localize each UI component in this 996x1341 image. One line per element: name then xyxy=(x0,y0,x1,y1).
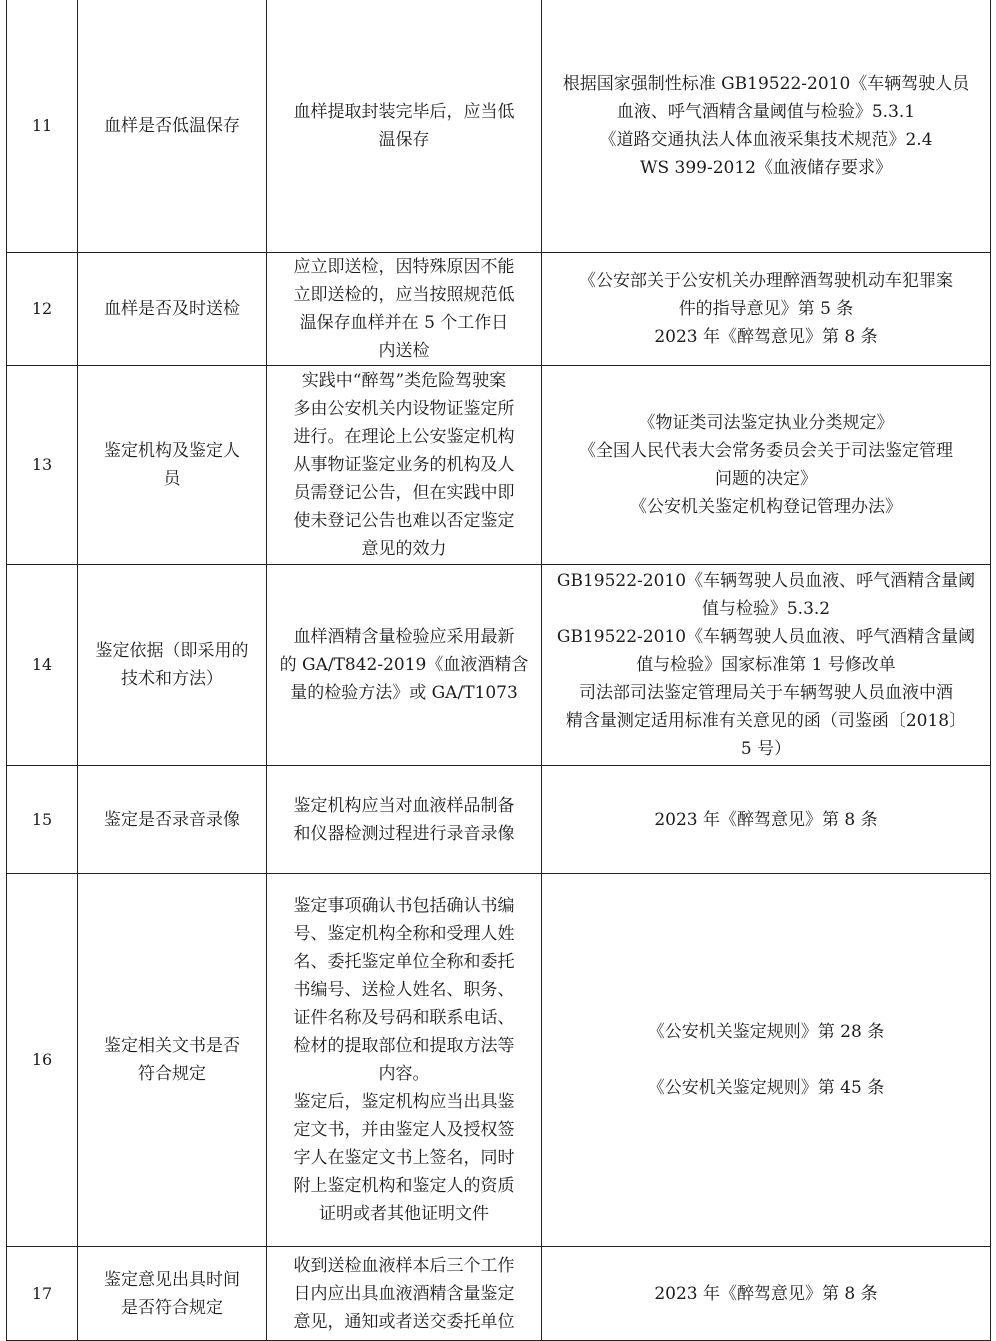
requirement-line: 内送检 xyxy=(378,341,430,361)
legal-basis xyxy=(542,253,991,366)
check-item xyxy=(78,366,267,565)
legal-basis-line: 《全国人民代表大会常务委员会关于司法鉴定管理 xyxy=(579,441,953,461)
legal-basis-line: 件的指导意见》第 5 条 xyxy=(678,299,854,319)
legal-basis-line: 精含量测定适用标准有关意见的函（司鉴函〔2018〕 xyxy=(565,711,967,731)
legal-basis-line: 根据国家强制性标准 GB19522-2010《车辆驾驶人员 xyxy=(562,74,970,94)
legal-basis xyxy=(542,874,991,1247)
legal-basis-line: 2023 年《醉驾意见》第 8 条 xyxy=(654,327,878,347)
table-row xyxy=(7,565,991,766)
legal-basis-line: 2023 年《醉驾意见》第 8 条 xyxy=(654,809,878,830)
requirement-line: 实践中“醉驾”类危险驾驶案 xyxy=(301,371,507,391)
legal-basis-line: 司法部司法鉴定管理局关于车辆驾驶人员血液中酒 xyxy=(579,683,953,703)
requirement-line: 量的检验方法》或 GA/T1073 xyxy=(290,683,518,703)
requirement-line: 证明或者其他证明文件 xyxy=(319,1204,489,1224)
legal-basis xyxy=(542,1247,991,1341)
row-number: 12 xyxy=(7,253,78,366)
requirement-line: 鉴定事项确认书包括确认书编 xyxy=(293,896,515,916)
legal-basis-line: 值与检验》国家标准第 1 号修改单 xyxy=(636,655,896,675)
requirement-line: 意见的效力 xyxy=(361,539,447,559)
legal-basis-line: 《公安机关鉴定规则》第 28 条 xyxy=(647,1022,885,1042)
legal-basis-line: 《公安机关鉴定规则》第 45 条 xyxy=(647,1078,885,1098)
requirement-line: 书编号、送检人姓名、职务、 xyxy=(293,980,515,1000)
requirement-line: 意见，通知或者送交委托单位 xyxy=(293,1311,515,1332)
requirement-line: 应立即送检，因特殊原因不能 xyxy=(293,257,515,277)
requirement-line: 附上鉴定机构和鉴定人的资质 xyxy=(293,1176,515,1196)
requirement-line: 日内应出具血液酒精含量鉴定 xyxy=(293,1283,515,1304)
requirement-line: 血样酒精含量检验应采用最新 xyxy=(293,627,515,647)
check-item xyxy=(78,766,267,874)
table-row xyxy=(7,874,991,1247)
requirement-line: 和仪器检测过程进行录音录像 xyxy=(293,823,515,844)
legal-basis-line: 《公安部关于公安机关办理醉酒驾驶机动车犯罪案 xyxy=(579,271,953,291)
legal-basis-line: 血液、呼气酒精含量阈值与检验》5.3.1 xyxy=(616,102,916,122)
check-item xyxy=(78,253,267,366)
table-row xyxy=(7,366,991,565)
check-item-line: 鉴定相关文书是否 xyxy=(104,1036,240,1056)
legal-basis-line xyxy=(550,1046,982,1074)
requirement-line: 号、鉴定机构全称和受理人姓 xyxy=(293,924,515,944)
legal-basis-line: 《道路交通执法人体血液采集技术规范》2.4 xyxy=(599,130,933,150)
check-item-line: 鉴定意见出具时间 xyxy=(104,1269,240,1290)
legal-basis-line: 5 号） xyxy=(740,739,792,759)
table-row xyxy=(7,0,991,253)
check-item xyxy=(78,565,267,766)
requirement xyxy=(267,874,542,1247)
row-number: 15 xyxy=(7,766,78,874)
check-item-line: 技术和方法） xyxy=(121,669,223,689)
check-item xyxy=(78,0,267,253)
inspection-table xyxy=(6,0,991,1341)
requirement-line: 多由公安机关内设物证鉴定所 xyxy=(293,399,515,419)
check-item-line: 是否符合规定 xyxy=(121,1297,223,1318)
legal-basis xyxy=(542,0,991,253)
legal-basis-line: 《公安机关鉴定机构登记管理办法》 xyxy=(630,497,902,517)
requirement xyxy=(267,766,542,874)
legal-basis xyxy=(542,366,991,565)
row-number: 16 xyxy=(7,874,78,1247)
requirement xyxy=(267,253,542,366)
requirement xyxy=(267,1247,542,1341)
requirement-line: 内容。 xyxy=(378,1064,430,1084)
table-row xyxy=(7,1247,991,1341)
requirement xyxy=(267,366,542,565)
requirement-line: 进行。在理论上公安鉴定机构 xyxy=(293,427,515,447)
document-page xyxy=(6,0,990,1340)
requirement-line: 字人在鉴定文书上签名，同时 xyxy=(293,1148,515,1168)
legal-basis-line: 2023 年《醉驾意见》第 8 条 xyxy=(654,1283,878,1304)
legal-basis-line: WS 399-2012《血液储存要求》 xyxy=(640,158,892,178)
row-number: 14 xyxy=(7,565,78,766)
check-item xyxy=(78,1247,267,1341)
row-number: 17 xyxy=(7,1247,78,1341)
check-item-line: 员 xyxy=(163,469,181,489)
requirement-line: 证件名称及号码和联系电话、 xyxy=(293,1008,515,1028)
legal-basis-line: GB19522-2010《车辆驾驶人员血液、呼气酒精含量阈 xyxy=(556,627,976,647)
check-item-line: 鉴定是否录音录像 xyxy=(104,809,240,830)
requirement-line: 定文书，并由鉴定人及授权签 xyxy=(293,1120,515,1140)
row-number: 11 xyxy=(7,0,78,253)
requirement-line: 使未登记公告也难以否定鉴定 xyxy=(293,511,515,531)
check-item-line: 鉴定依据（即采用的 xyxy=(95,641,249,661)
legal-basis xyxy=(542,766,991,874)
check-item-line: 符合规定 xyxy=(138,1064,206,1084)
requirement-line: 检材的提取部位和提取方法等 xyxy=(293,1036,515,1056)
table-row xyxy=(7,766,991,874)
check-item-line: 血样是否低温保存 xyxy=(104,116,240,136)
requirement-line: 温保存血样并在 5 个工作日 xyxy=(299,313,509,333)
requirement xyxy=(267,0,542,253)
legal-basis-line: 问题的决定》 xyxy=(715,469,817,489)
requirement-line: 收到送检血液样本后三个工作 xyxy=(293,1255,515,1276)
legal-basis-line: GB19522-2010《车辆驾驶人员血液、呼气酒精含量阈 xyxy=(556,571,976,591)
legal-basis-line: 《物证类司法鉴定执业分类规定》 xyxy=(638,413,894,433)
requirement-line: 员需登记公告，但在实践中即 xyxy=(293,483,515,503)
check-item-line: 鉴定机构及鉴定人 xyxy=(104,441,240,461)
requirement-line: 立即送检的，应当按照规范低 xyxy=(293,285,515,305)
requirement-line: 从事物证鉴定业务的机构及人 xyxy=(293,455,515,475)
requirement-line: 鉴定机构应当对血液样品制备 xyxy=(293,795,515,816)
requirement-line: 血样提取封装完毕后，应当低 xyxy=(293,102,515,122)
check-item xyxy=(78,874,267,1247)
table-row xyxy=(7,253,991,366)
legal-basis-line: 值与检验》5.3.2 xyxy=(701,599,831,619)
requirement-line: 名、委托鉴定单位全称和委托 xyxy=(293,952,515,972)
row-number: 13 xyxy=(7,366,78,565)
requirement xyxy=(267,565,542,766)
legal-basis xyxy=(542,565,991,766)
requirement-line: 的 GA/T842-2019《血液酒精含 xyxy=(279,655,529,675)
check-item-line: 血样是否及时送检 xyxy=(104,299,240,319)
requirement-line: 鉴定后，鉴定机构应当出具鉴 xyxy=(293,1092,515,1112)
requirement-line: 温保存 xyxy=(378,130,430,150)
